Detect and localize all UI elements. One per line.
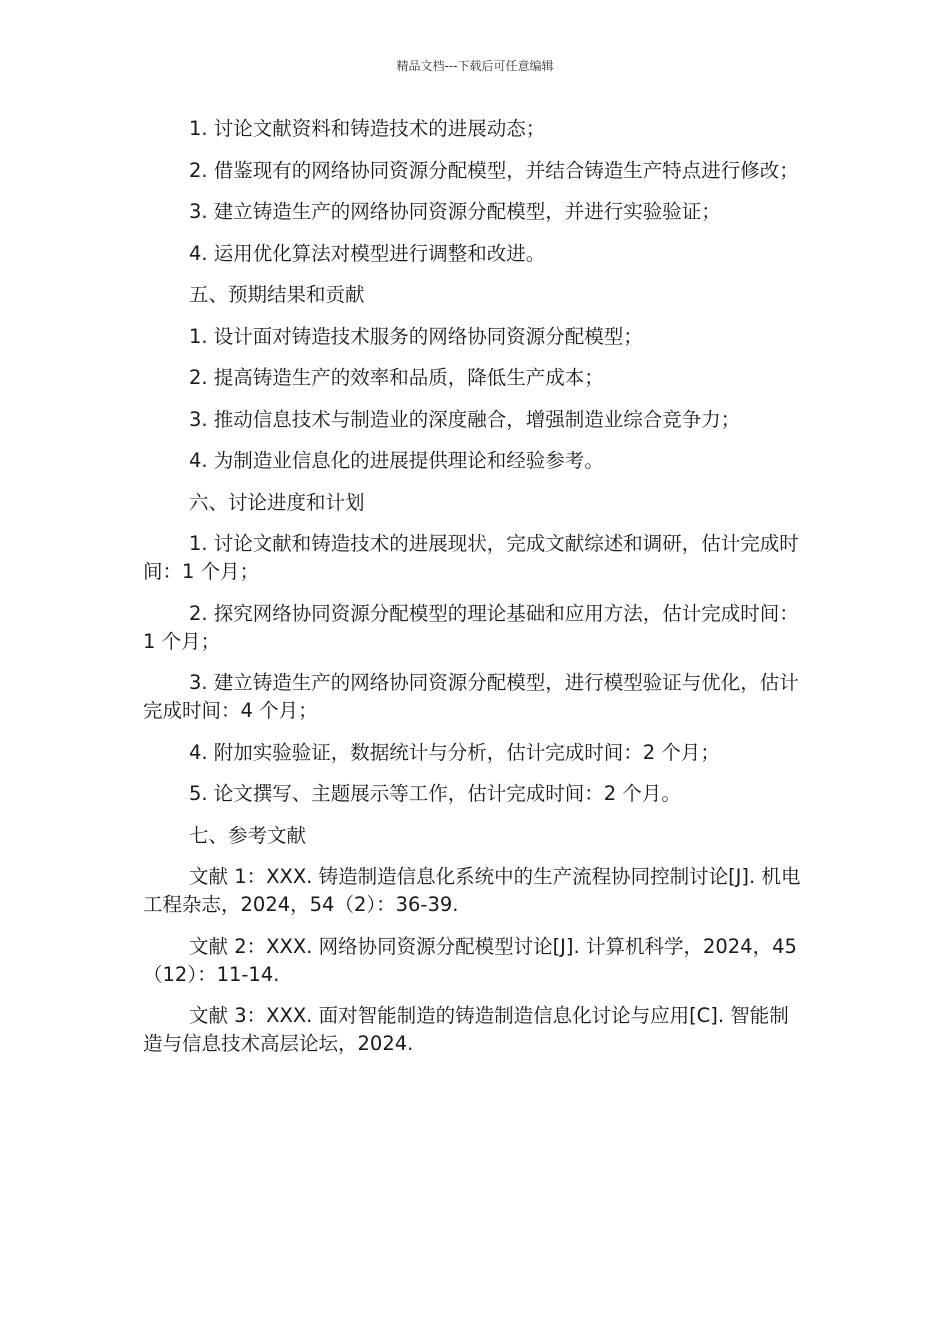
list-item: 3. 推动信息技术与制造业的深度融合，增强制造业综合竞争力；: [189, 407, 741, 431]
section-heading: 五、预期结果和贡献: [189, 283, 365, 306]
list-item: 3. 建立铸造生产的网络协同资源分配模型，并进行实验验证；: [189, 200, 721, 223]
list-item: 1. 讨论文献和铸造技术的进展现状，完成文献综述和调研，估计完成时间：1 个月；: [143, 532, 799, 583]
section-heading: 六、讨论进度和计划: [189, 490, 365, 514]
section-heading: 七、参考文献: [189, 823, 307, 847]
list-item: 2. 借鉴现有的网络协同资源分配模型，并结合铸造生产特点进行修改；: [189, 158, 799, 182]
reference-item: 文献 2：XXX. 网络协同资源分配模型讨论[J]. 计算机科学，2024，45（12）：11-14.: [143, 934, 797, 986]
list-item: 3. 建立铸造生产的网络协同资源分配模型，进行模型验证与优化，估计完成时间：4 个月；: [143, 671, 799, 722]
list-item: 5. 论文撰写、主题展示等工作，估计完成时间：2 个月。: [189, 782, 681, 805]
list-item: 4. 为制造业信息化的进展提供理论和经验参考。: [189, 449, 604, 472]
list-item: 4. 运用优化算法对模型进行调整和改进。: [189, 241, 546, 265]
reference-item: 文献 3：XXX. 面对智能制造的铸造制造信息化讨论与应用[C]. 智能制造与信息技术高层论坛，2024.: [143, 1004, 789, 1055]
page-header: 精品文档---下载后可任意编辑: [396, 59, 554, 73]
reference-item: 文献 1：XXX. 铸造制造信息化系统中的生产流程协同控制讨论[J]. 机电工程杂志，2024，54（2）：36-39.: [143, 865, 801, 916]
list-item: 1. 讨论文献资料和铸造技术的进展动态；: [189, 117, 546, 140]
document-body: [143, 115, 807, 1072]
list-item: 4. 附加实验验证，数据统计与分析，估计完成时间：2 个月；: [189, 740, 720, 764]
list-item: 1. 设计面对铸造技术服务的网络协同资源分配模型；: [189, 324, 643, 348]
list-item: 2. 提高铸造生产的效率和品质，降低生产成本；: [189, 366, 604, 389]
list-item: 2. 探究网络协同资源分配模型的理论基础和应用方法，估计完成时间：1 个月；: [143, 601, 799, 653]
